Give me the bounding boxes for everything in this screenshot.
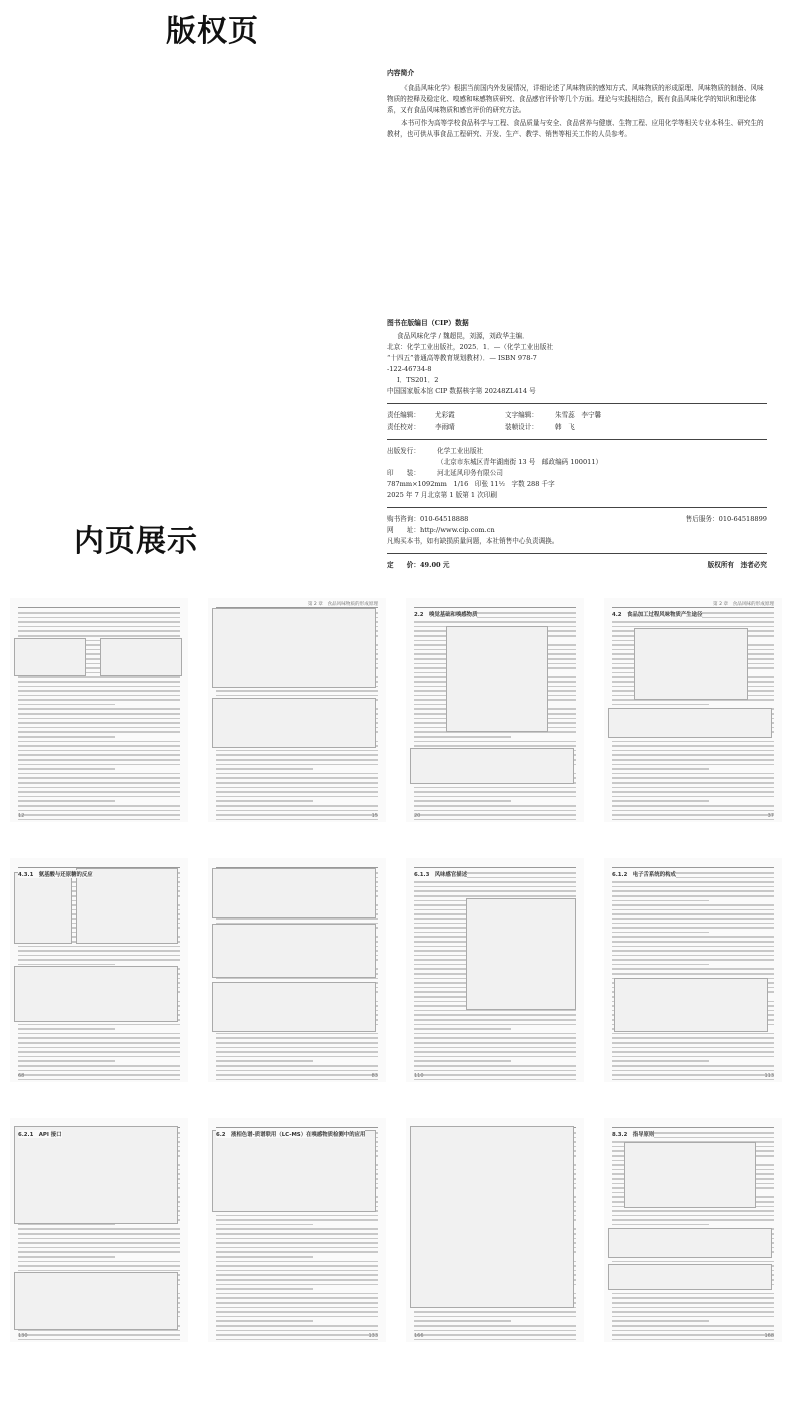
page-figure xyxy=(624,1142,756,1208)
page-running-header: 第 2 章 食品风味的形成原理 xyxy=(713,602,774,607)
cip-classification: Ⅰ．TS201．2 xyxy=(397,376,439,384)
price-row xyxy=(387,560,767,571)
staff-list xyxy=(387,410,767,433)
page-figure xyxy=(614,978,768,1032)
page-section-title: 8.3.2 指导原则 xyxy=(612,1132,655,1138)
staff-value: 尤彩霞 xyxy=(435,411,455,419)
divider xyxy=(387,439,767,440)
cip-line: 北京：化学工业出版社，2025．1．—（化学工业出版社 xyxy=(387,343,554,351)
book-format: 787mm×1092mm 1/16 印张 11½ 字数 288 千字 xyxy=(387,480,555,488)
page-header-rule xyxy=(414,602,576,608)
copyright-page-heading: 版权页 xyxy=(166,14,259,49)
page-figure xyxy=(212,608,376,688)
printer-name: 河北延风印务有限公司 xyxy=(437,469,503,477)
page-figure xyxy=(410,748,574,784)
page-section-title: 4.2 食品加工过程风味物质产生途径 xyxy=(612,612,703,618)
cip-line: 食品风味化学 / 魏超昆，刘源，刘政华主编． xyxy=(397,332,529,340)
page-figure xyxy=(76,868,178,944)
page-figure xyxy=(212,982,376,1032)
cip-line: “十四五”普通高等教育规划教材）．— ISBN 978-7 xyxy=(387,354,537,362)
inner-page-thumbnail xyxy=(208,598,386,822)
divider xyxy=(387,507,767,508)
inner-page-thumbnail xyxy=(406,598,584,822)
page-figure xyxy=(14,966,178,1022)
page-number: 110 xyxy=(414,1073,424,1079)
staff-value: 韩 飞 xyxy=(555,423,575,431)
price-label: 定 价： xyxy=(387,561,420,569)
price-value: 49.00 元 xyxy=(419,561,450,569)
website: 网 址：http://www.cip.com.cn xyxy=(387,526,495,534)
inner-page-thumbnail xyxy=(208,858,386,1082)
page-number: 68 xyxy=(18,1073,25,1079)
publisher-label: 出版发行： xyxy=(387,447,420,455)
inner-page-thumbnail xyxy=(604,1118,782,1342)
staff-value: 朱雪蕊 李宁馨 xyxy=(555,411,602,419)
page-figure xyxy=(212,698,376,748)
inner-page-thumbnail xyxy=(406,1118,584,1342)
copyright-notice: 版权所有 违者必究 xyxy=(707,561,767,569)
page-section-title: 4.3.1 氨基酸与还原糖的反应 xyxy=(18,872,93,878)
page-figure xyxy=(212,1130,376,1212)
inner-pages-heading: 内页展示 xyxy=(74,524,198,559)
printer-label: 印 装： xyxy=(387,469,420,477)
after-sales-service: 售后服务：010-64518899 xyxy=(685,515,767,523)
summary-paragraph-1: 《食品风味化学》根据当前国内外发展情况，详细论述了风味物质的感知方式、风味物质的形成原理、风味物质的制备、风味物质的控释及稳定化、嗅感和味感物质研究、食品感官评价等几个方面。理论与实践相结合，既有食品风味化学的知识和理论体系，又有食品风味物质和感官评价的研究方法。 xyxy=(387,84,764,114)
page-figure xyxy=(14,872,72,944)
page-number: 20 xyxy=(414,813,421,819)
page-section-title: 6.2 液相色谱-质谱联用（LC-MS）在嗅感物质检测中的应用 xyxy=(216,1132,366,1138)
page-figure xyxy=(608,1228,772,1258)
inner-page-thumbnail xyxy=(10,1118,188,1342)
inner-page-thumbnail xyxy=(10,858,188,1082)
page-section-title: 6.2.1 API 接口 xyxy=(18,1132,62,1138)
cip-line: -122-46734-8 xyxy=(387,365,432,373)
page-number: 130 xyxy=(18,1333,28,1339)
page-figure xyxy=(634,628,748,700)
staff-label: 装帧设计： xyxy=(505,423,538,431)
divider xyxy=(387,403,767,404)
content-summary xyxy=(387,68,767,142)
summary-title: 内容简介 xyxy=(387,69,415,77)
cip-record-number: 中国国家版本馆 CIP 数据核字第 20248ZL414 号 xyxy=(387,387,536,395)
contact-row xyxy=(387,514,767,525)
page-section-title: 6.1.3 风味感官描述 xyxy=(414,872,468,878)
page-figure xyxy=(14,638,86,676)
page-header-rule xyxy=(414,862,576,868)
staff-label: 责任校对： xyxy=(387,423,420,431)
page-figure xyxy=(100,638,182,676)
page-figure xyxy=(410,1126,574,1308)
page-number: 15 xyxy=(371,813,378,819)
inner-page-thumbnail xyxy=(208,1118,386,1342)
page-figure xyxy=(212,868,376,918)
inner-page-thumbnail xyxy=(604,858,782,1082)
cip-data-block xyxy=(387,318,767,571)
summary-paragraph-2: 本书可作为高等学校食品科学与工程、食品质量与安全、食品营养与健康、生物工程、应用化学等相关专业本科生、研究生的教材，也可供从事食品工程研究、开发、生产、教学、销售等相关工作的人员参考。 xyxy=(387,119,764,138)
page-header-rule xyxy=(216,1122,378,1128)
staff-value: 李雨晴 xyxy=(435,423,455,431)
page-figure xyxy=(446,626,548,732)
staff-label: 责任编辑： xyxy=(387,411,420,419)
divider xyxy=(387,553,767,554)
page-header-rule xyxy=(612,1122,774,1128)
page-number: 83 xyxy=(371,1073,378,1079)
publisher-name: 化学工业出版社 xyxy=(437,447,484,455)
publisher-address: （北京市东城区青年湖南街 13 号 邮政编码 100011） xyxy=(437,458,603,466)
quality-notice: 凡购买本书，如有缺损质量问题，本社销售中心负责调换。 xyxy=(387,537,559,545)
printer-row xyxy=(387,468,767,479)
page-running-header: 第 2 章 食品风味物质的形成原理 xyxy=(307,602,378,607)
page-number: 113 xyxy=(764,1073,774,1079)
page-header-rule xyxy=(612,862,774,868)
page-figure xyxy=(14,1272,178,1330)
cip-title: 图书在版编目（CIP）数据 xyxy=(387,319,469,327)
page-figure xyxy=(466,898,576,1010)
page-section-title: 2.2 嗅觉基础和嗅感物质 xyxy=(414,612,478,618)
page-number: 166 xyxy=(414,1333,424,1339)
inner-page-thumbnail xyxy=(406,858,584,1082)
page-header-rule xyxy=(18,602,180,608)
inner-page-thumbnail xyxy=(10,598,188,822)
page-figure xyxy=(14,1126,178,1224)
edition-info: 2025 年 7 月北京第 1 版第 1 次印刷 xyxy=(387,491,497,499)
purchase-consult: 购书咨询：010-64518888 xyxy=(387,515,469,523)
page-figure xyxy=(608,1264,772,1290)
staff-label: 文字编辑： xyxy=(505,411,538,419)
page-section-title: 6.1.2 电子舌系统的构成 xyxy=(612,872,676,878)
page-figure xyxy=(212,924,376,978)
page-figure xyxy=(608,708,772,738)
page-number: 12 xyxy=(18,813,25,819)
page-number: 168 xyxy=(764,1333,774,1339)
page-number: 37 xyxy=(767,813,774,819)
inner-page-thumbnail xyxy=(604,598,782,822)
publisher-row xyxy=(387,446,767,457)
page-number: 133 xyxy=(368,1333,378,1339)
